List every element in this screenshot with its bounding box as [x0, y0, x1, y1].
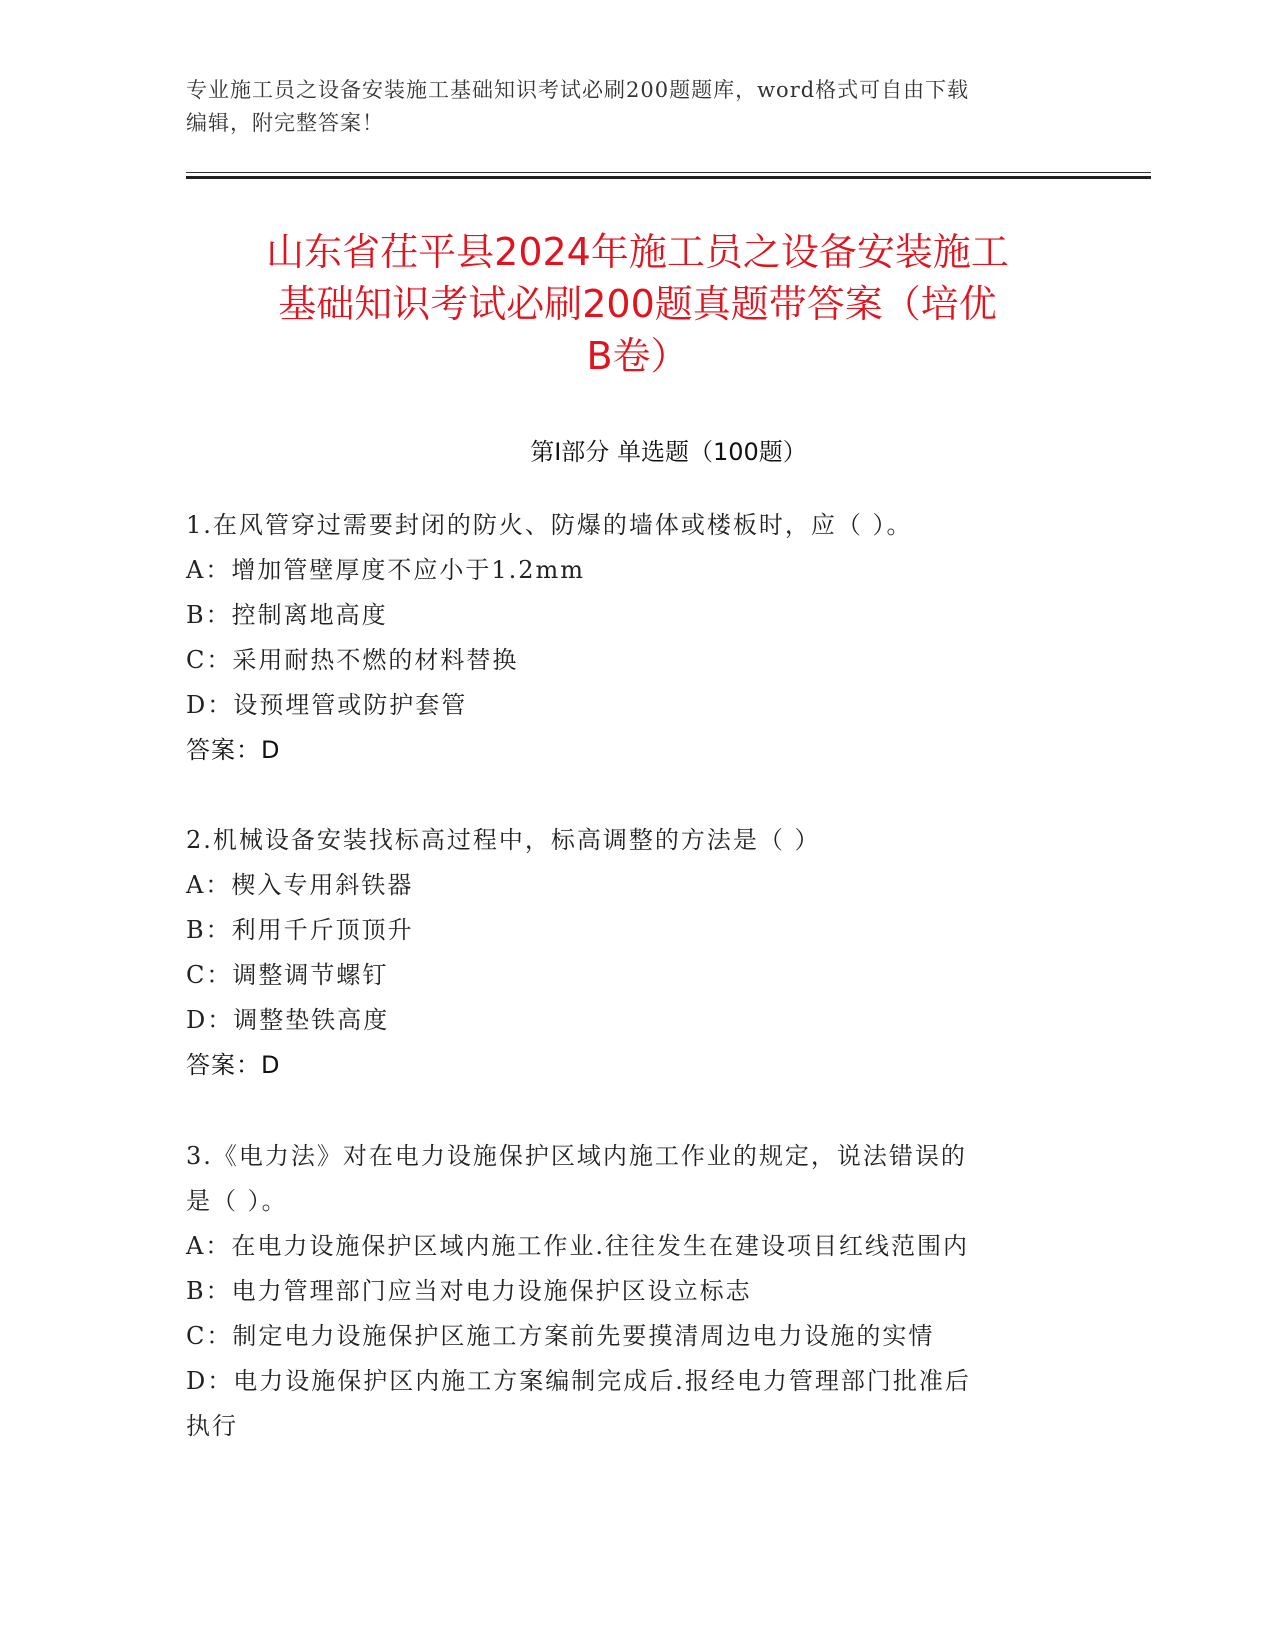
- option-b: B：利用千斤顶顶升: [186, 916, 414, 944]
- header-divider-thick: [186, 176, 1151, 179]
- option-a: A：增加管壁厚度不应小于1.2mm: [186, 556, 586, 584]
- section-title: 第Ⅰ部分 单选题（100题）: [530, 438, 807, 466]
- answer: 答案：D: [186, 736, 281, 764]
- header-divider-thin: [186, 172, 1151, 173]
- option-d: D：设预埋管或防护套管: [186, 691, 468, 719]
- option-c: C：调整调节螺钉: [186, 961, 389, 989]
- question-3: [186, 1134, 1086, 1449]
- option-c: C：采用耐热不燃的材料替换: [186, 646, 519, 674]
- header-note-line: 专业施工员之设备安装施工基础知识考试必刷200题题库，word格式可自由下载: [186, 78, 970, 102]
- option-a: A：在电力设施保护区域内施工作业.往往发生在建设项目红线范围内: [186, 1232, 969, 1260]
- option-c: C：制定电力设施保护区施工方案前先要摸清周边电力设施的实情: [186, 1322, 935, 1350]
- option-b: B：控制离地高度: [186, 601, 388, 629]
- header-note: [186, 74, 1066, 140]
- document-title-line: 基础知识考试必刷200题真题带答案（培优: [278, 282, 997, 326]
- option-b: B：电力管理部门应当对电力设施保护区设立标志: [186, 1277, 752, 1305]
- option-a: A：楔入专用斜铁器: [186, 871, 414, 899]
- document-title-line: 山东省茌平县2024年施工员之设备安装施工: [266, 230, 1009, 274]
- question-stem: 3.《电力法》对在电力设施保护区域内施工作业的规定，说法错误的: [186, 1142, 967, 1170]
- header-note-line: 编辑，附完整答案！: [186, 111, 384, 135]
- option-d: D：调整垫铁高度: [186, 1006, 390, 1034]
- question-stem: 是（ ）。: [186, 1187, 288, 1215]
- question-2: [186, 818, 1086, 1088]
- question-1: [186, 503, 1086, 773]
- option-d-continued: 执行: [186, 1412, 238, 1440]
- answer: 答案：D: [186, 1051, 281, 1079]
- document-title-line: B卷）: [586, 334, 689, 378]
- option-d: D：电力设施保护区内施工方案编制完成后.报经电力管理部门批准后: [186, 1367, 971, 1395]
- document-title: [170, 226, 1105, 382]
- question-stem: 1.在风管穿过需要封闭的防火、防爆的墙体或楼板时，应（ ）。: [186, 511, 913, 539]
- question-stem: 2.机械设备安装找标高过程中，标高调整的方法是（ ）: [186, 826, 821, 854]
